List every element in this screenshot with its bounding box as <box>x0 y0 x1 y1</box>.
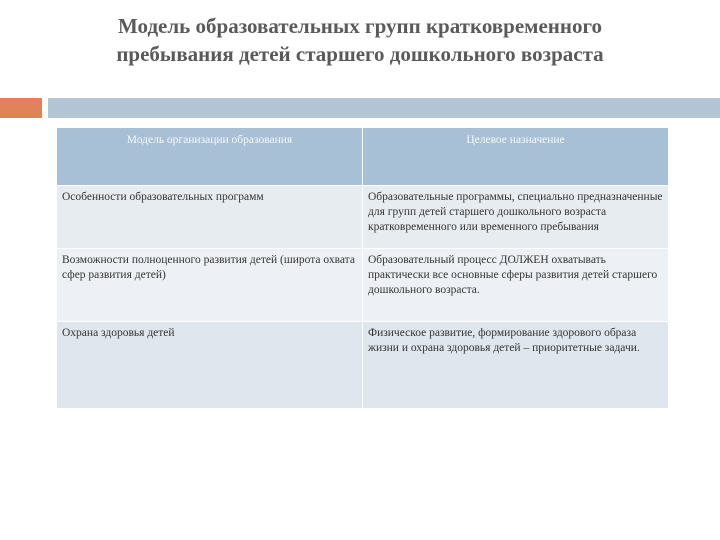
column-header-model: Модель организации образования <box>57 128 363 186</box>
decorative-orange-bar <box>0 98 42 118</box>
table-cell-purpose: Образовательный процесс ДОЛЖЕН охватывать практически все основные сферы развития детей старшего дошкольного возраста. <box>363 249 669 322</box>
table-cell-model: Возможности полноценного развития детей (широта охвата сфер развития детей) <box>57 249 363 322</box>
table-cell-purpose: Образовательные программы, специально предназначенные для групп детей старшего дошкольного возраста кратковременного или временного пребывания <box>363 186 669 249</box>
table <box>56 127 669 409</box>
decorative-blue-bar <box>48 98 720 118</box>
table-cell-purpose: Физическое развитие, формирование здорового образа жизни и охрана здоровья детей – приоритетные задачи. <box>363 322 669 409</box>
table-cell-model: Охрана здоровья детей <box>57 322 363 409</box>
table-row <box>57 249 669 322</box>
table-cell-model: Особенности образовательных программ <box>57 186 363 249</box>
table-row <box>57 186 669 249</box>
column-header-purpose: Целевое назначение <box>363 128 669 186</box>
slide-title-line-2: пребывания детей старшего дошкольного возраста <box>116 42 604 66</box>
slide-title <box>20 12 700 68</box>
table-row <box>57 322 669 409</box>
table-header-row <box>57 128 669 186</box>
education-model-table <box>56 127 669 409</box>
slide-title-line-1: Модель образовательных групп кратковременного <box>118 14 602 38</box>
